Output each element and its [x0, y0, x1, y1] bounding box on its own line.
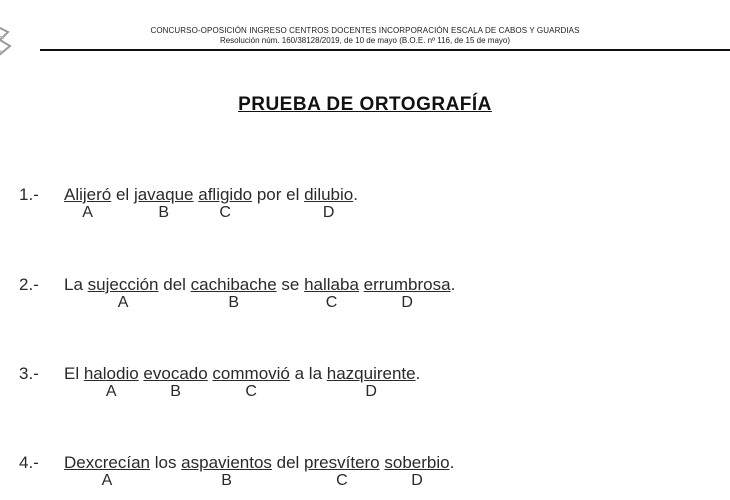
question-sentence [64, 275, 456, 311]
sentence-text: a la [289, 364, 327, 383]
option-word: halodio [83, 364, 139, 383]
sentence-text: El [64, 364, 84, 383]
question-number: 1.- [19, 185, 39, 204]
option-b[interactable] [190, 275, 277, 311]
question-2 [0, 275, 730, 315]
option-a[interactable] [64, 185, 112, 221]
option-c[interactable] [198, 185, 253, 221]
option-b[interactable] [181, 453, 272, 489]
option-d[interactable] [384, 453, 450, 489]
sentence-text: del [158, 275, 191, 294]
option-word: Alijeró [64, 185, 112, 204]
option-label: D [401, 294, 413, 311]
sentence-text: . [353, 185, 358, 204]
option-label: C [245, 383, 257, 400]
option-label: B [228, 294, 239, 311]
option-label: C [219, 204, 231, 221]
page-title: PRUEBA DE ORTOGRAFÍA [238, 94, 492, 115]
option-d[interactable] [326, 364, 416, 400]
option-d[interactable] [304, 185, 354, 221]
sentence-text: por el [252, 185, 305, 204]
option-label: B [158, 204, 170, 221]
question-number: 2.- [19, 275, 39, 294]
option-word: Dexcrecían [64, 453, 150, 472]
option-word: afligido [198, 185, 253, 204]
option-label: D [411, 472, 423, 489]
option-word: hallaba [304, 275, 359, 294]
option-label: C [325, 294, 338, 311]
sentence-text: se [276, 275, 305, 294]
option-word: javaque [133, 185, 194, 204]
option-word: soberbio [384, 453, 450, 472]
option-word: presvítero [304, 453, 380, 472]
document-header [0, 26, 730, 46]
option-word: sujección [87, 275, 159, 294]
sentence-text: los [149, 453, 182, 472]
option-b[interactable] [143, 364, 208, 400]
option-label: D [365, 383, 377, 400]
sentence-text: La [64, 275, 88, 294]
question-4 [0, 453, 730, 493]
sentence-text: el [111, 185, 134, 204]
option-label: A [117, 294, 129, 311]
option-word: errumbrosa [363, 275, 451, 294]
option-word: commovió [212, 364, 290, 383]
question-sentence [64, 453, 455, 489]
option-c[interactable] [304, 275, 359, 311]
sentence-text: . [450, 275, 456, 294]
option-label: B [170, 383, 181, 400]
option-c[interactable] [212, 364, 290, 400]
option-a[interactable] [87, 275, 159, 311]
option-a[interactable] [83, 364, 139, 400]
option-label: D [322, 204, 335, 221]
option-b[interactable] [133, 185, 194, 221]
option-c[interactable] [304, 453, 380, 489]
question-3 [0, 364, 730, 404]
option-word: dilubio [304, 185, 354, 204]
option-label: B [221, 472, 232, 489]
question-sentence [64, 364, 421, 400]
sentence-text: del [271, 453, 305, 472]
header-line-2: Resolución núm. 160/38128/2019, de 10 de mayo (B.O.E. nº 116, de 15 de mayo) [219, 36, 511, 45]
option-word: hazquirente [326, 364, 416, 383]
option-d[interactable] [363, 275, 451, 311]
header-rule [40, 49, 730, 51]
header-line-1: CONCURSO-OPOSICIÓN INGRESO CENTROS DOCENTES INCORPORACIÓN ESCALA DE CABOS Y GUARDIAS [150, 26, 580, 35]
sentence-text: . [415, 364, 421, 383]
sentence-text: . [449, 453, 455, 472]
question-number: 4.- [19, 453, 39, 472]
option-a[interactable] [64, 453, 150, 489]
option-word: aspavientos [181, 453, 272, 472]
option-label: A [101, 472, 113, 489]
question-number: 3.- [19, 364, 39, 383]
option-word: evocado [143, 364, 208, 383]
option-label: A [105, 383, 117, 400]
option-label: C [336, 472, 348, 489]
question-sentence [64, 185, 358, 221]
question-1 [0, 185, 730, 225]
option-word: cachibache [190, 275, 277, 294]
option-label: A [82, 204, 93, 221]
